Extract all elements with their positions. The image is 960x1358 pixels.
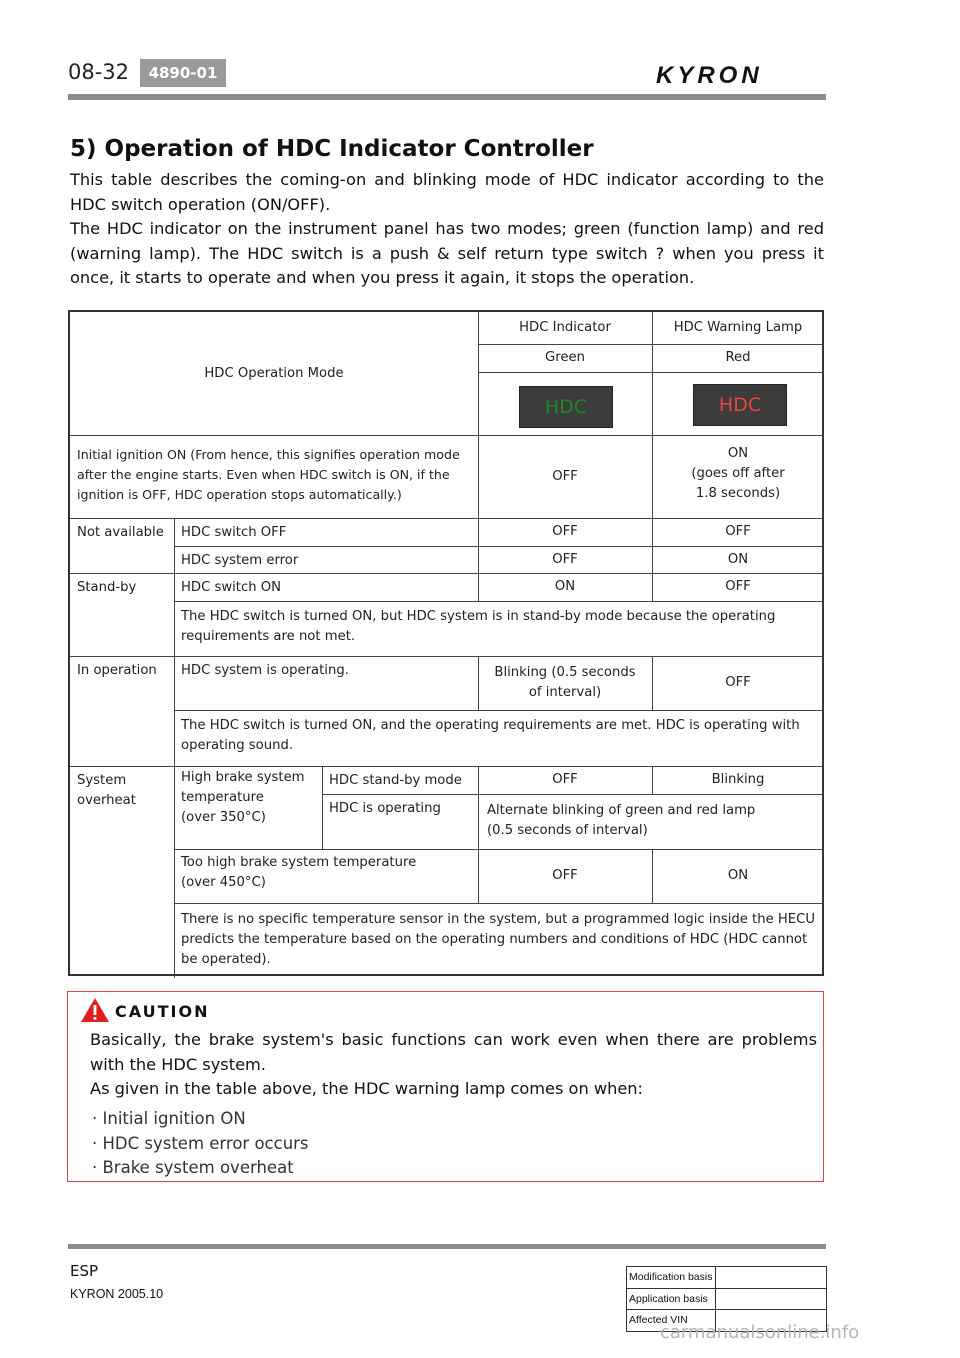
header-hdc-indicator: HDC Indicator xyxy=(519,320,611,335)
section-heading: 5) Operation of HDC Indicator Controller xyxy=(70,136,594,162)
initial-ignition-desc: Initial ignition ON (From hence, this signifies operation mode after the engine starts. Even when HDC switch is ON, if the ignition is OFF, HDC operation stops automatically.) xyxy=(77,447,460,502)
grid-line xyxy=(174,849,824,850)
grid-line xyxy=(652,766,653,794)
watermark: carmanualsonline.info xyxy=(660,1322,860,1343)
initial-warning-line-2: (goes off after xyxy=(691,466,785,481)
standby-label: Stand-by xyxy=(77,580,137,595)
system-error-indicator: OFF xyxy=(552,551,578,567)
hdc-standby-warning: Blinking xyxy=(711,772,765,787)
header-operation-mode: HDC Operation Mode xyxy=(204,365,344,381)
modification-basis-label: Modification basis xyxy=(627,1267,716,1288)
initial-warning-line-3: 1.8 seconds) xyxy=(695,486,781,501)
operating-indicator-line-2: of interval) xyxy=(528,685,602,700)
caution-title: CAUTION xyxy=(115,1002,210,1021)
switch-off-warning: OFF xyxy=(725,524,751,539)
grid-line xyxy=(652,656,653,710)
header-hdc-warning-lamp: HDC Warning Lamp xyxy=(673,320,803,335)
switch-on-indicator: ON xyxy=(554,579,576,594)
caution-text xyxy=(90,1028,817,1102)
grid-line xyxy=(478,656,479,710)
grid-line xyxy=(652,518,653,601)
intro-paragraph-1: This table describes the coming-on and blinking mode of HDC indicator according to the HDC switch operation (ON/OFF). xyxy=(70,170,824,214)
caution-paragraph-1: Basically, the brake system's basic functions can work even when there are problems with the HDC system. xyxy=(90,1030,817,1074)
grid-line xyxy=(478,344,824,345)
table-row xyxy=(627,1267,826,1289)
green-hdc-lamp: HDC xyxy=(519,386,613,428)
section-code-badge: 4890-01 xyxy=(140,59,226,87)
overheat-label-line-2: overheat xyxy=(77,793,136,808)
too-high-temp-line-2: (over 450°C) xyxy=(181,875,266,890)
not-available-label: Not available xyxy=(77,525,164,540)
grid-line xyxy=(174,903,824,904)
initial-indicator: OFF xyxy=(552,468,578,484)
grid-line xyxy=(478,312,479,518)
high-temp-line-2: temperature xyxy=(181,790,264,805)
red-hdc-lamp: HDC xyxy=(693,384,787,426)
list-item: · HDC system error occurs xyxy=(92,1133,309,1153)
overheat-label-line-1: System xyxy=(77,773,127,788)
too-high-warning: ON xyxy=(727,868,749,883)
warning-triangle-icon xyxy=(80,997,110,1023)
affected-vin-label: Affected VIN xyxy=(627,1310,716,1331)
kyron-logo-text: KYRON xyxy=(656,62,763,88)
list-item: · Initial ignition ON xyxy=(92,1109,246,1128)
application-basis-value xyxy=(716,1289,826,1310)
switch-off-condition: HDC switch OFF xyxy=(181,525,287,540)
grid-line xyxy=(652,312,653,518)
intro-text xyxy=(70,168,824,291)
too-high-temp-line-1: Too high brake system temperature xyxy=(181,855,417,870)
grid-line xyxy=(322,794,824,795)
intro-paragraph-2: The HDC indicator on the instrument panel has two modes; green (function lamp) and red (warning lamp). The HDC switch is a push & self return type switch ? when you press it once, it starts to operate and when you press it again, it stops the operation. xyxy=(70,219,824,287)
in-operation-note: The HDC switch is turned ON, and the operating requirements are met. HDC is operating with operating sound. xyxy=(181,718,800,753)
application-basis-label: Application basis xyxy=(627,1289,716,1310)
overheat-label xyxy=(70,766,174,816)
too-high-indicator: OFF xyxy=(552,868,578,883)
too-high-temp-condition xyxy=(174,849,478,898)
grid-line xyxy=(70,656,824,657)
grid-line xyxy=(174,518,175,978)
alternate-blinking-line-2: (0.5 seconds of interval) xyxy=(487,823,648,838)
standby-note: The HDC switch is turned ON, but HDC system is in stand-by mode because the operating requirements are not met. xyxy=(181,609,776,644)
grid-line xyxy=(478,518,479,601)
table-row xyxy=(627,1289,826,1311)
in-operation-label: In operation xyxy=(77,663,157,678)
grid-line xyxy=(174,601,824,602)
footer-system: ESP xyxy=(70,1262,99,1280)
caution-list xyxy=(92,1107,309,1181)
switch-off-indicator: OFF xyxy=(552,524,578,539)
grid-line xyxy=(70,518,824,519)
high-temp-condition xyxy=(174,766,322,833)
hdc-standby-indicator: OFF xyxy=(552,772,578,787)
system-error-condition: HDC system error xyxy=(181,553,299,568)
initial-warning xyxy=(652,444,824,504)
grid-line xyxy=(322,766,323,849)
kyron-logo xyxy=(656,62,826,88)
top-rule xyxy=(68,94,826,100)
list-item: · Brake system overheat xyxy=(92,1158,294,1177)
hdc-operating-mode-label: HDC is operating xyxy=(329,801,441,816)
grid-line xyxy=(70,435,824,436)
grid-line xyxy=(70,766,824,767)
operating-condition: HDC system is operating. xyxy=(181,663,349,678)
grid-line xyxy=(70,573,824,574)
operating-indicator-line-1: Blinking (0.5 seconds xyxy=(494,665,636,680)
high-temp-line-3: (over 350°C) xyxy=(181,810,266,825)
header-red: Red xyxy=(725,350,751,365)
page-number: 08-32 xyxy=(68,60,130,84)
alternate-blinking-line-1: Alternate blinking of green and red lamp xyxy=(487,803,756,818)
hdc-operation-table xyxy=(68,310,824,976)
modification-basis-value xyxy=(716,1267,826,1288)
hdc-standby-mode-label: HDC stand-by mode xyxy=(329,773,462,788)
grid-line xyxy=(174,710,824,711)
bottom-rule xyxy=(68,1244,826,1249)
switch-on-condition: HDC switch ON xyxy=(181,580,282,595)
grid-line xyxy=(478,372,824,373)
operating-indicator xyxy=(478,663,652,703)
system-error-warning: ON xyxy=(727,551,749,567)
grid-line xyxy=(652,849,653,903)
switch-on-warning: OFF xyxy=(725,579,751,594)
initial-warning-line-1: ON xyxy=(727,446,749,461)
header-green: Green xyxy=(545,350,585,365)
grid-line xyxy=(174,546,824,547)
footer-version: KYRON 2005.10 xyxy=(70,1287,164,1301)
high-temp-line-1: High brake system xyxy=(181,770,305,785)
operating-warning: OFF xyxy=(725,675,751,690)
alternate-blinking xyxy=(478,796,824,846)
grid-line xyxy=(478,766,479,903)
overheat-note: There is no specific temperature sensor in the system, but a programmed logic inside the HECU predicts the temperature based on the operating numbers and conditions of HDC (HDC cannot be operated). xyxy=(181,912,815,967)
caution-paragraph-2: As given in the table above, the HDC warning lamp comes on when: xyxy=(90,1079,644,1098)
